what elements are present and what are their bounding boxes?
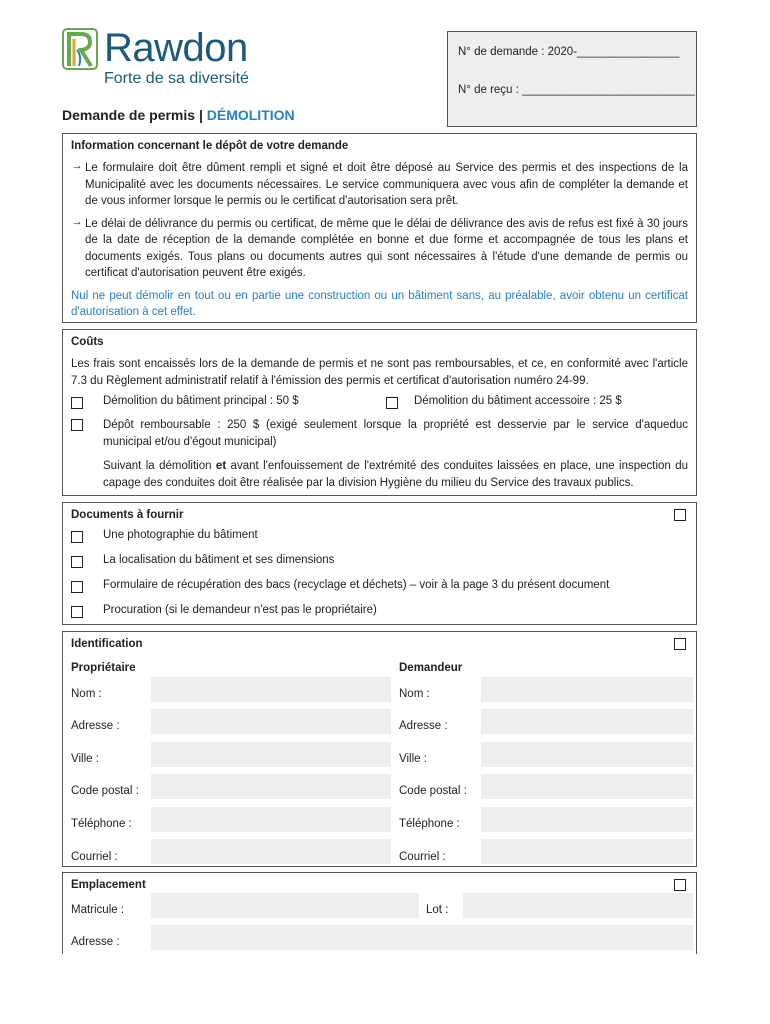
- applicant-postal-input[interactable]: [481, 774, 693, 799]
- info-item: [71, 160, 688, 210]
- applicant-address-label: Adresse :: [399, 720, 448, 732]
- owner-city-input[interactable]: [151, 742, 391, 767]
- accessory-building-checkbox[interactable]: [386, 397, 398, 409]
- documents-heading: Documents à fournir: [71, 509, 184, 521]
- applicant-heading: Demandeur: [399, 662, 463, 674]
- rawdon-logo: [62, 26, 272, 92]
- matricule-input[interactable]: [151, 893, 419, 918]
- owner-name-label: Nom :: [71, 688, 102, 700]
- document-item: [71, 554, 688, 568]
- document-label: Procuration (si le demandeur n'est pas le propriétaire): [103, 604, 377, 616]
- request-number-box: [447, 31, 697, 127]
- owner-phone-input[interactable]: [151, 807, 391, 832]
- applicant-address-input[interactable]: [481, 709, 693, 734]
- document-checkbox[interactable]: [71, 531, 83, 543]
- location-address-label: Adresse :: [71, 936, 120, 948]
- document-item: [71, 579, 688, 593]
- owner-phone-label: Téléphone :: [71, 818, 132, 830]
- location-address-input[interactable]: [151, 925, 693, 950]
- arrow-right-icon: →: [71, 160, 83, 172]
- applicant-name-input[interactable]: [481, 677, 693, 702]
- info-section: [62, 133, 697, 323]
- applicant-name-label: Nom :: [399, 688, 430, 700]
- matricule-label: Matricule :: [71, 904, 125, 916]
- document-checkbox[interactable]: [71, 556, 83, 568]
- page-title: [62, 107, 295, 123]
- applicant-phone-input[interactable]: [481, 807, 693, 832]
- document-item: [71, 604, 688, 618]
- owner-email-input[interactable]: [151, 839, 391, 864]
- applicant-phone-label: Téléphone :: [399, 818, 460, 830]
- owner-name-input[interactable]: [151, 677, 391, 702]
- demolition-notice: Nul ne peut démolir en tout ou en partie une construction ou un bâtiment sans, au préalable, avoir obtenu un certificat d'autorisation à cet effet.: [71, 289, 688, 318]
- owner-address-input[interactable]: [151, 709, 391, 734]
- rawdon-logo-icon: [62, 28, 98, 70]
- document-checkbox[interactable]: [71, 581, 83, 593]
- documents-checkbox[interactable]: [674, 509, 686, 521]
- applicant-postal-label: Code postal :: [399, 785, 467, 797]
- title-accent: DÉMOLITION: [206, 107, 295, 123]
- document-item: [71, 529, 688, 543]
- applicant-city-input[interactable]: [481, 742, 693, 767]
- followup-text-bold: et: [215, 460, 227, 472]
- main-building-option: [71, 395, 386, 409]
- receipt-number-field[interactable]: N° de reçu : ___________________________: [458, 84, 695, 96]
- arrow-right-icon: →: [71, 215, 83, 228]
- main-building-checkbox[interactable]: [71, 397, 83, 409]
- identification-section: [62, 631, 697, 867]
- document-label: La localisation du bâtiment et ses dimensions: [103, 554, 335, 566]
- document-label: Une photographie du bâtiment: [103, 529, 258, 541]
- documents-section: [62, 502, 697, 625]
- owner-email-label: Courriel :: [71, 851, 118, 863]
- location-section: [62, 872, 697, 954]
- identification-heading: Identification: [71, 638, 143, 650]
- identification-checkbox[interactable]: [674, 638, 686, 650]
- info-heading: Information concernant le dépôt de votre demande: [71, 140, 349, 152]
- lot-input[interactable]: [463, 893, 693, 918]
- deposit-option: [71, 417, 688, 450]
- accessory-building-option: [386, 395, 622, 409]
- owner-address-label: Adresse :: [71, 720, 120, 732]
- document-checkbox[interactable]: [71, 606, 83, 618]
- logo-name: Rawdon: [104, 26, 248, 70]
- applicant-email-input[interactable]: [481, 839, 693, 864]
- costs-section: [62, 329, 697, 496]
- applicant-city-label: Ville :: [399, 753, 427, 765]
- location-checkbox[interactable]: [674, 879, 686, 891]
- document-label: Formulaire de récupération des bacs (recyclage et déchets) – voir à la page 3 du présent document: [103, 579, 610, 591]
- title-prefix: Demande de permis |: [62, 107, 207, 123]
- location-heading: Emplacement: [71, 879, 146, 891]
- request-number-field[interactable]: N° de demande : 2020-________________: [458, 46, 680, 58]
- deposit-checkbox[interactable]: [71, 419, 83, 431]
- costs-intro: Les frais sont encaissés lors de la demande de permis et ne sont pas remboursables, et ce, en conformité avec l'article 7.3 du Règlement administratif relatif à l'émission des permis et certificat d'autorisation numéro 24-99.: [71, 358, 688, 387]
- info-item: [71, 216, 688, 282]
- info-item-text: Le formulaire doit être dûment rempli et signé et doit être déposé au Service des permis et des inspections de la Municipalité avec les documents nécessaires. Le service communiquera avec vous afin de compléter la demande et de vous informer lorsque le permis ou le certificat d'autorisation sera prêt.: [85, 162, 688, 207]
- owner-city-label: Ville :: [71, 753, 99, 765]
- owner-postal-input[interactable]: [151, 774, 391, 799]
- followup-text-after: avant l'enfouissement de l'extrémité des conduites laissées en place, une inspection du capage des conduites doit être réalisée par la division Hygiène du milieu du Service des travaux publics.: [103, 460, 688, 489]
- accessory-building-label: Démolition du bâtiment accessoire : 25 $: [414, 395, 622, 407]
- owner-heading: Propriétaire: [71, 662, 136, 674]
- info-item-text: Le délai de délivrance du permis ou certificat, de même que le délai de délivrance des avis de refus est fixé à 30 jours de la date de réception de la demande complétée en bonne et due forme et accompagnée de tous les plans et documents exigés. Tous plans ou documents autres qui sont nécessaires à l'étude d'une demande de permis ou certificat d'autorisation peuvent être exigés.: [85, 217, 688, 279]
- main-building-label: Démolition du bâtiment principal : 50 $: [103, 395, 299, 407]
- followup-note: [103, 458, 688, 491]
- logo-tagline: Forte de sa diversité: [104, 70, 249, 87]
- applicant-email-label: Courriel :: [399, 851, 446, 863]
- followup-text-before: Suivant la démolition: [103, 460, 216, 472]
- owner-postal-label: Code postal :: [71, 785, 139, 797]
- costs-heading: Coûts: [71, 336, 104, 348]
- lot-label: Lot :: [426, 904, 449, 916]
- deposit-label: Dépôt remboursable : 250 $ (exigé seulement lorsque la propriété est desservie par le service d'aqueduc municipal et/ou d'égout municipal): [103, 419, 688, 448]
